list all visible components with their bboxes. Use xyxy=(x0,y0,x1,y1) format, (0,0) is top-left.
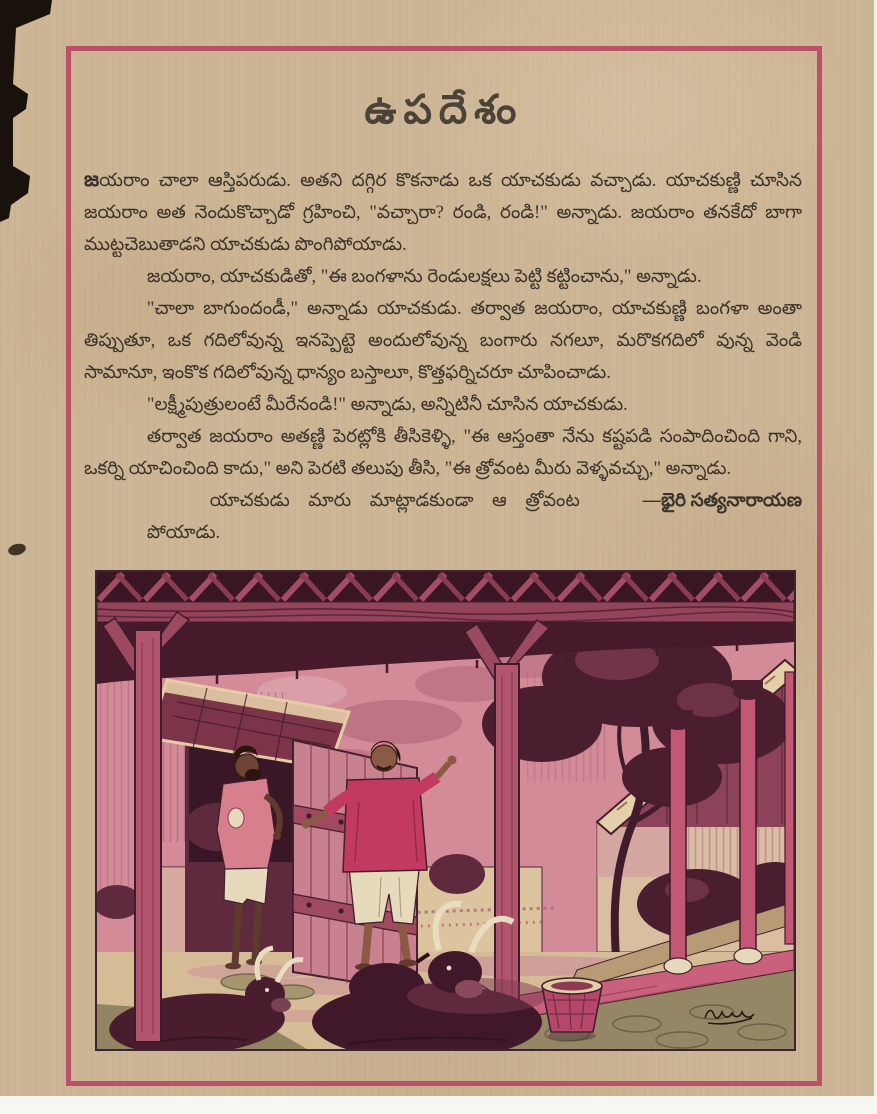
scan-edge-bottom xyxy=(0,1096,877,1114)
author-credit: —భైరి సత్యనారాయణ xyxy=(642,491,802,511)
basket xyxy=(542,978,602,1041)
story-paragraph: "చాలా బాగుందండీ," అన్నాడు యాచకుడు. తర్వాత జయరాం, యాచకుణ్ణి బంగళా అంతా తిప్పుతూ, ఒక గదిలోవున్న ఇనప్పెట్టె అందులోవున్న బంగారు నగలూ, మరొకగదిలో వున్న వెండి సామానూ, ఇంకొక గదిలోవున్న ధాన్యం బస్తాలూ, కొత్తఫర్నిచరూ చూపించాడు. xyxy=(84,299,802,383)
story-paragraph: "లక్ష్మీపుత్రులంటే మీరేనండి!" అన్నాడు, అన్నిటినీ చూసిన యాచకుడు. xyxy=(146,395,628,415)
story-paragraph: జయరాం, యాచకుడితో, "ఈ బంగళాను రెండులక్షలు పెట్టి కట్టించాను," అన్నాడు. xyxy=(146,267,702,287)
story-paragraph: తర్వాత జయరాం అతణ్ణి పెరట్లోకి తీసికెళ్ళి, "ఈ ఆస్తంతా నేను కష్టపడి సంపాదించింది గాని, ఒకర్ని యాచించింది కాదు," అని పెరటి తలుపు తీసి, "ఈ త్రోవంట మీరు వెళ్ళవచ్చు," అన్నాడు. xyxy=(84,427,802,479)
binding-edge xyxy=(0,0,60,230)
story-closing-row xyxy=(84,485,802,549)
binding-mark xyxy=(7,542,27,557)
story-text xyxy=(84,164,802,549)
illustration-svg xyxy=(97,572,794,1049)
illustration-panel xyxy=(95,570,796,1051)
closing-line: యాచకుడు మారు మాట్లాడకుండా ఆ త్రోవంట పోయాడు. xyxy=(146,491,580,543)
story-paragraph: జయరాం చాలా ఆస్తిపరుడు. అతని దగ్గిర కొకనాడు ఒక యాచకుడు వచ్చాడు. యాచకుణ్ణి చూసిన జయరాం అత నెందుకొచ్చాడో గ్రహించి, "వచ్చారా? రండి, రండి!" అన్నాడు. జయరాం తనకేదో బాగా ముట్టచెబుతాడని యాచకుడు పొంగిపోయాడు. xyxy=(84,169,802,255)
story-title: ఉపదేశం xyxy=(364,87,524,132)
